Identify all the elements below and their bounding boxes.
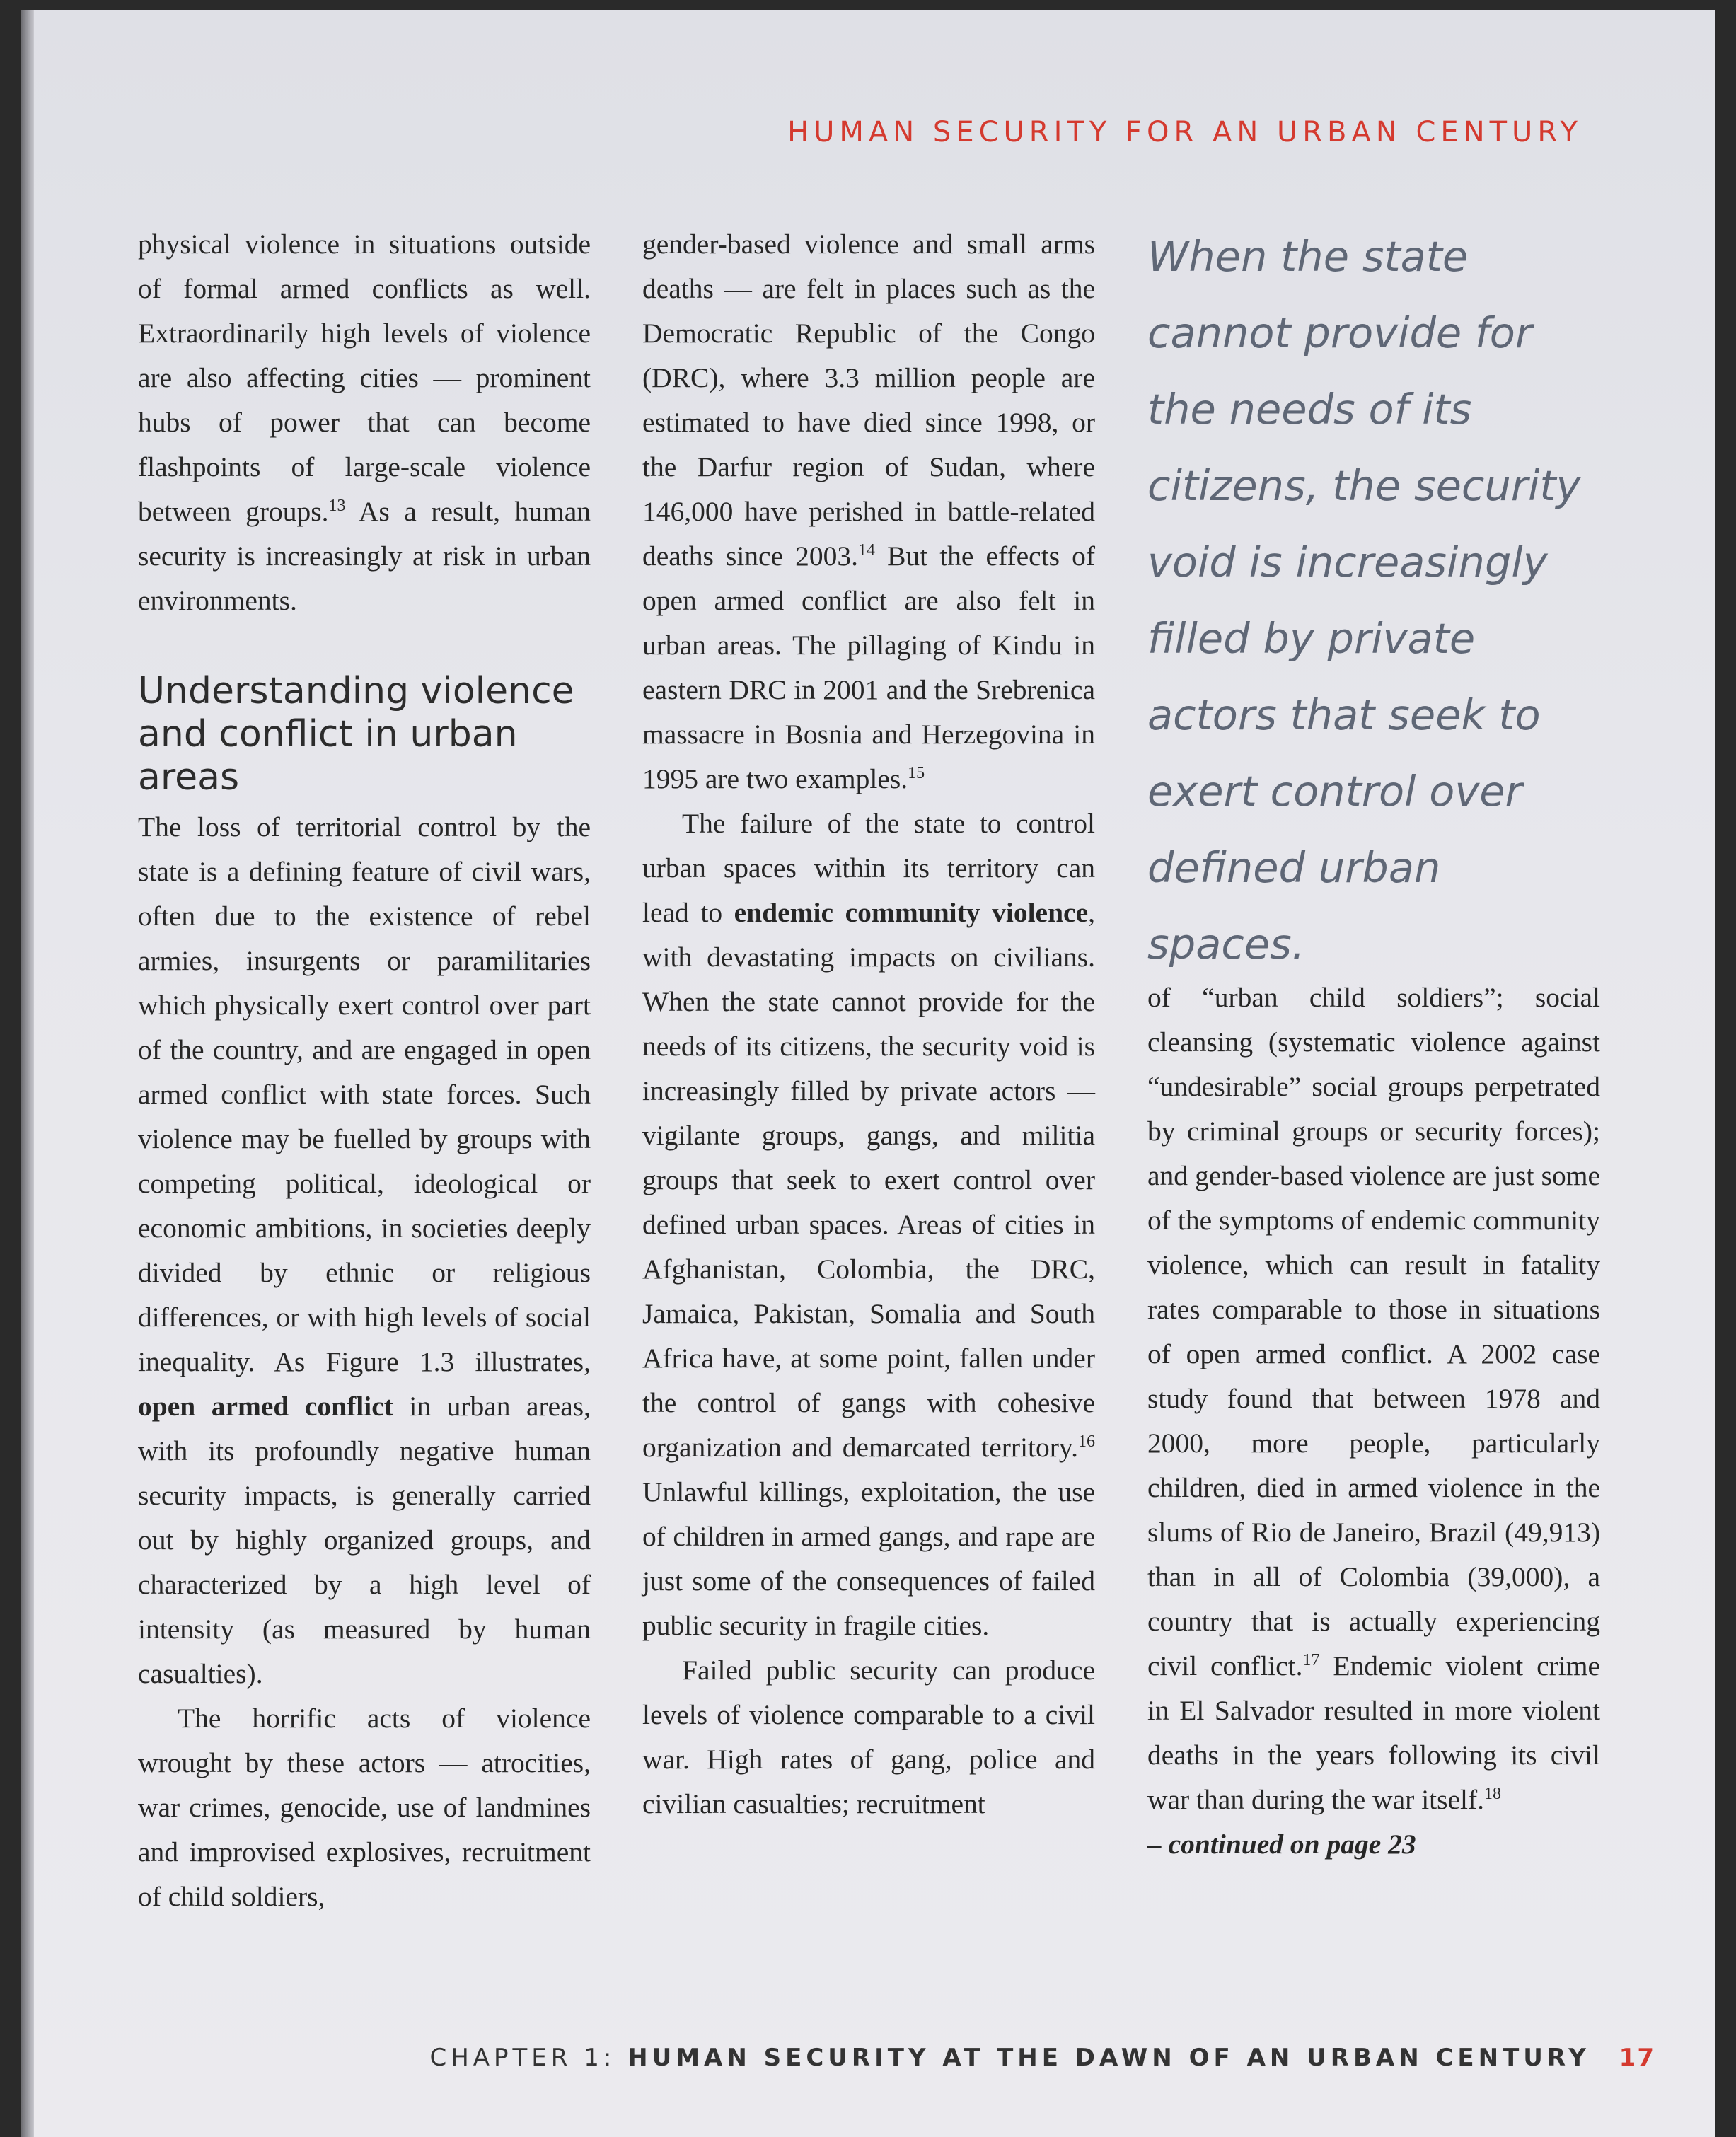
column-1 bbox=[138, 222, 591, 1919]
column-2 bbox=[642, 222, 1095, 1826]
footnote-ref[interactable]: 17 bbox=[1302, 1651, 1320, 1669]
footnote-ref[interactable]: 15 bbox=[908, 764, 925, 782]
pull-quote: When the state cannot provide for the needs of its citizens, the security void is increasingly filled by private actors that seek to exert control over defined urban spaces. bbox=[1147, 232, 1581, 968]
bold-term: endemic community violence bbox=[734, 897, 1089, 928]
paragraph: Failed public security can produce levels of violence comparable to a civil war. High rates of gang, police and civilian casualties; recruitment bbox=[642, 1655, 1095, 1819]
footnote-ref[interactable]: 14 bbox=[858, 541, 876, 560]
running-head: HUMAN SECURITY FOR AN URBAN CENTURY bbox=[787, 116, 1582, 149]
footnote-ref[interactable]: 18 bbox=[1484, 1785, 1502, 1803]
paragraph: The horrific acts of violence wrought by these actors — atrocities, war crimes, genocide, use of landmines and improvised explosives, recruitment of child soldiers, bbox=[138, 1703, 591, 1912]
page-number: 17 bbox=[1619, 2044, 1655, 2072]
footnote-ref[interactable]: 16 bbox=[1078, 1432, 1095, 1451]
paragraph: physical violence in situations outside of formal armed conflicts as well. Extraordinarily high levels of violence are also affecting cities — prominent hubs of power that can become flashpoints of large-scale violence between groups.$^{13}$ As a result, human security is increasingly at risk in urban environments. bbox=[138, 228, 591, 616]
document-page bbox=[21, 10, 1715, 2137]
chapter-title: HUMAN SECURITY AT THE DAWN OF AN URBAN CENTURY bbox=[627, 2044, 1590, 2072]
continued-note[interactable]: – continued on page 23 bbox=[1147, 1829, 1416, 1860]
book-spine-shadow bbox=[21, 10, 34, 2137]
paragraph: of “urban child soldiers”; social cleansing (systematic violence against “undesirable” social groups perpetrated by criminal groups or security forces); and gender-based violence are just some of the symptoms of endemic community violence, which can result in fatality rates comparable to those in situations of open armed conflict. A 2002 case study found that between 1978 and 2000, more people, particularly children, died in armed violence in the slums of Rio de Janeiro, Brazil (49,913) than in all of Colombia (39,000), a country that is actually experiencing civil conflict.$^{17}$ Endemic violent crime in El Salvador resulted in more violent deaths in the years following its civil war than during the war itself.$^{18}$ bbox=[1147, 982, 1600, 1815]
paragraph: The loss of territorial control by the state is a defining feature of civil wars, often due to the existence of rebel armies, insurgents or paramilitaries which physically exert control over part of the country, and are engaged in open armed conflict with state forces. Such violence may be fuelled by groups with competing political, ideological or economic ambitions, in societies deeply divided by ethnic or religious differences, or with high levels of social inequality. As Figure 1.3 illustrates, open armed conflict in urban areas, with its profoundly negative human security impacts, is generally carried out by highly organized groups, and characterized by a high level of intensity (as measured by human casualties). bbox=[138, 811, 591, 1689]
paragraph: The failure of the state to control urban spaces within its territory can lead to endemic community violence, with devastating impacts on civilians. When the state cannot provide for the needs of its citizens, the security void is increasingly filled by private actors — vigilante groups, gangs, and militia groups that seek to exert control over defined urban spaces. Areas of cities in Afghanistan, Colombia, the DRC, Jamaica, Pakistan, Somalia and South Africa have, at some point, fallen under the control of gangs with cohesive organization and demarcated territory.$^{16}$ Unlawful killings, exploitation, the use of children in armed gangs, and rape are just some of the consequences of failed public security in fragile cities. bbox=[642, 808, 1095, 1641]
section-heading: Understanding violence and conflict in urban areas bbox=[138, 670, 574, 799]
paragraph: gender-based violence and small arms deaths — are felt in places such as the Democratic Republic of the Congo (DRC), where 3.3 million people are estimated to have died since 1998, or the Darfur region of Sudan, where 146,000 have perished in battle-related deaths since 2003.14 But the effects of open armed conflict are also felt in urban areas. The pillaging of Kindu in eastern DRC in 2001 and the Srebrenica massacre in Bosnia and Herzegovina in 1995 are two examples.$^{15}$ bbox=[642, 228, 1095, 794]
column-3 bbox=[1147, 975, 1600, 1867]
chapter-label: CHAPTER 1: bbox=[429, 2044, 616, 2072]
footnote-ref[interactable]: 13 bbox=[328, 497, 346, 515]
page-footer bbox=[429, 2044, 1655, 2072]
bold-term: open armed conflict bbox=[138, 1391, 393, 1422]
